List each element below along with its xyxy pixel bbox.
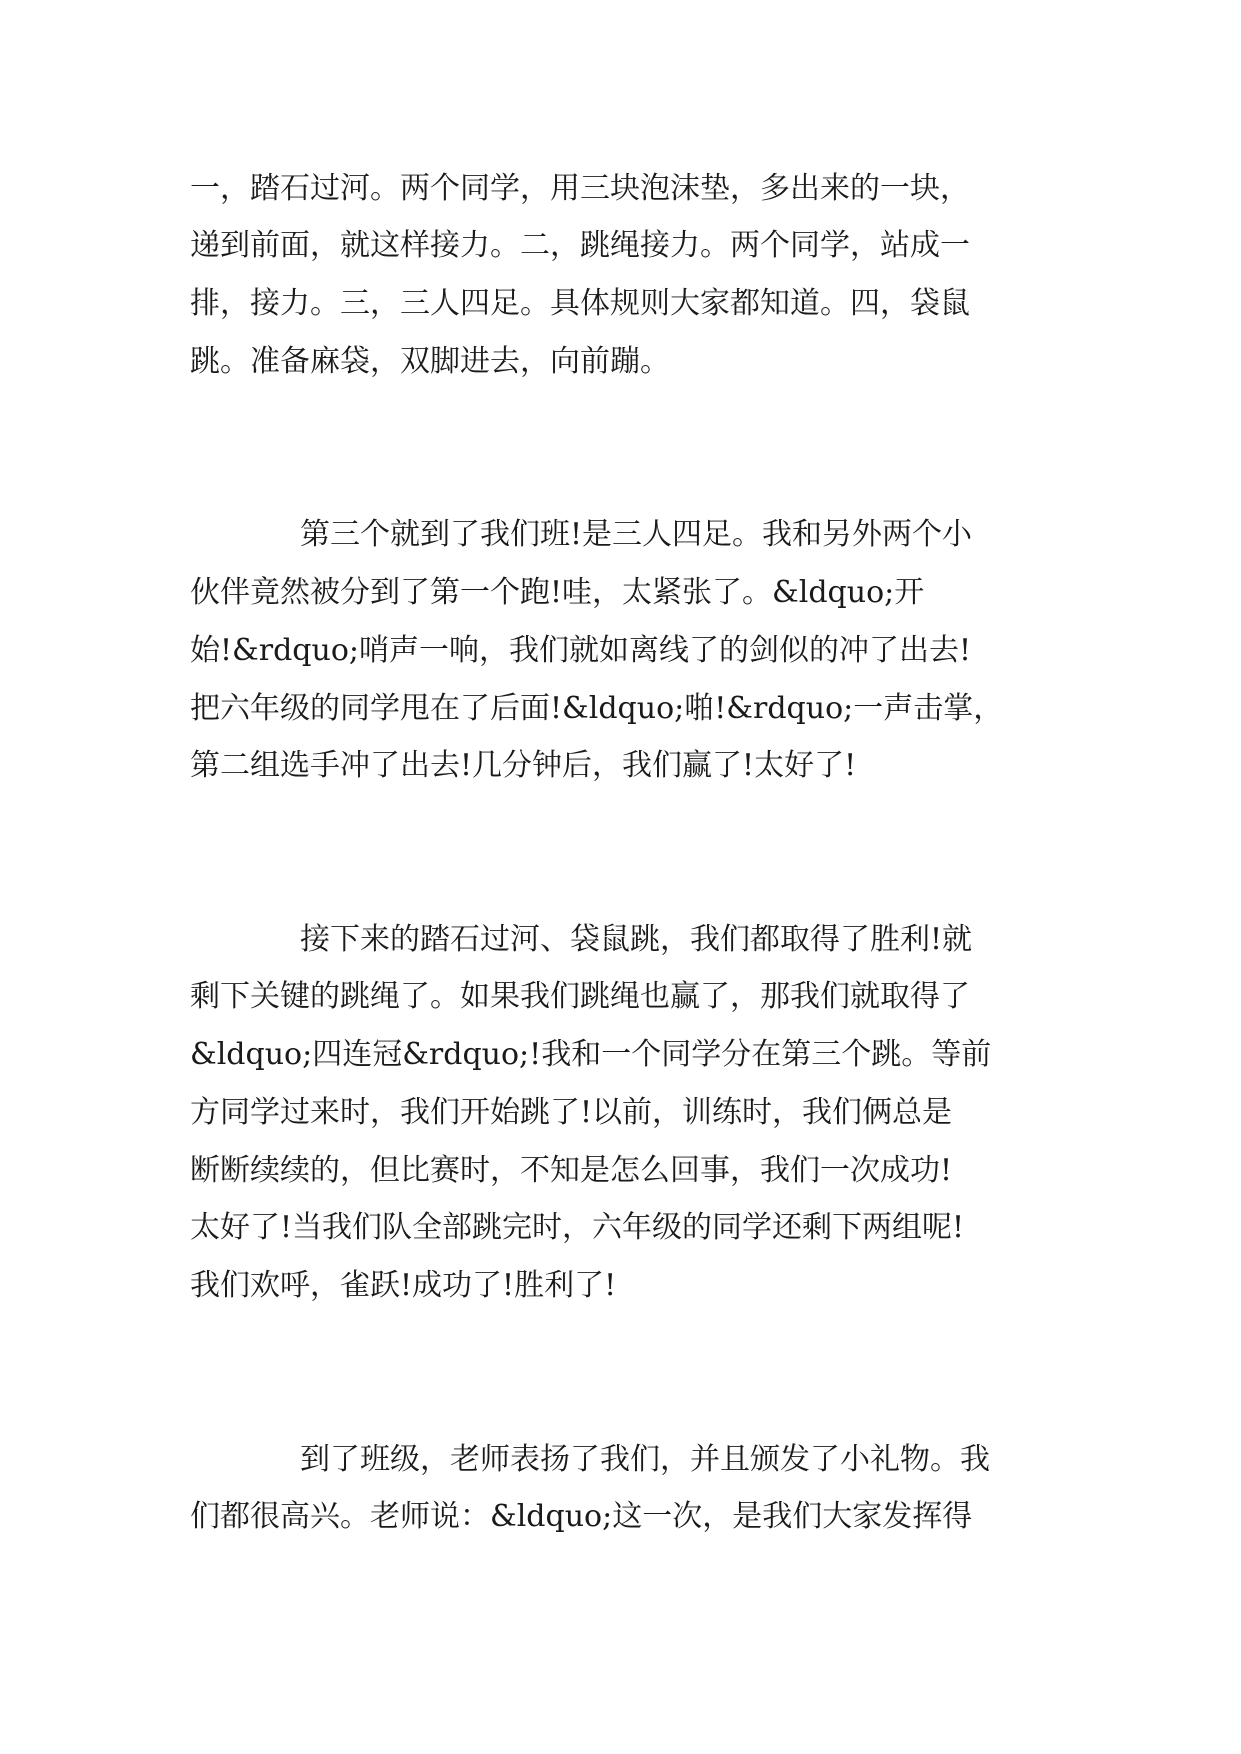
paragraph-4-line-1: 到了班级，老师表扬了我们，并且颁发了小礼物。我 <box>300 1442 990 1477</box>
paragraph-3-line-7: 我们欢呼，雀跃!成功了!胜利了! <box>190 1268 617 1303</box>
paragraph-1-line-1: 一，踏石过河。两个同学，用三块泡沫垫，多出来的一块， <box>190 171 970 206</box>
paragraph-4-line-2: 们都很高兴。老师说：&ldquo;这一次，是我们大家发挥得 <box>190 1499 973 1534</box>
paragraph-1-line-3: 排，接力。三，三人四足。具体规则大家都知道。四，袋鼠 <box>190 286 970 321</box>
paragraph-3-line-2: 剩下关键的跳绳了。如果我们跳绳也赢了，那我们就取得了 <box>190 979 970 1014</box>
paragraph-2-line-5: 第二组选手冲了出去!几分钟后，我们赢了!太好了! <box>190 748 857 783</box>
paragraph-2-line-1: 第三个就到了我们班!是三人四足。我和另外两个小 <box>300 517 973 552</box>
paragraph-3-line-3: &ldquo;四连冠&rdquo;!我和一个同学分在第三个跳。等前 <box>190 1037 992 1072</box>
paragraph-1-line-4: 跳。准备麻袋，双脚进去，向前蹦。 <box>190 344 670 379</box>
paragraph-3-line-6: 太好了!当我们队全部跳完时，六年级的同学还剩下两组呢! <box>190 1210 965 1245</box>
paragraph-2-line-3: 始!&rdquo;哨声一响，我们就如离线了的剑似的冲了出去! <box>190 633 972 668</box>
paragraph-3-line-4: 方同学过来时，我们开始跳了!以前，训练时，我们俩总是 <box>190 1095 953 1130</box>
paragraph-2-line-2: 伙伴竟然被分到了第一个跑!哇，太紧张了。&ldquo;开 <box>190 575 925 610</box>
paragraph-3-line-5: 断断续续的，但比赛时，不知是怎么回事，我们一次成功! <box>190 1153 953 1188</box>
paragraph-3-line-1: 接下来的踏石过河、袋鼠跳，我们都取得了胜利!就 <box>300 922 973 957</box>
paragraph-2-line-4: 把六年级的同学甩在了后面!&ldquo;啪!&rdquo;一声击掌， <box>190 691 1004 726</box>
paragraph-1-line-2: 递到前面，就这样接力。二，跳绳接力。两个同学，站成一 <box>190 228 970 263</box>
